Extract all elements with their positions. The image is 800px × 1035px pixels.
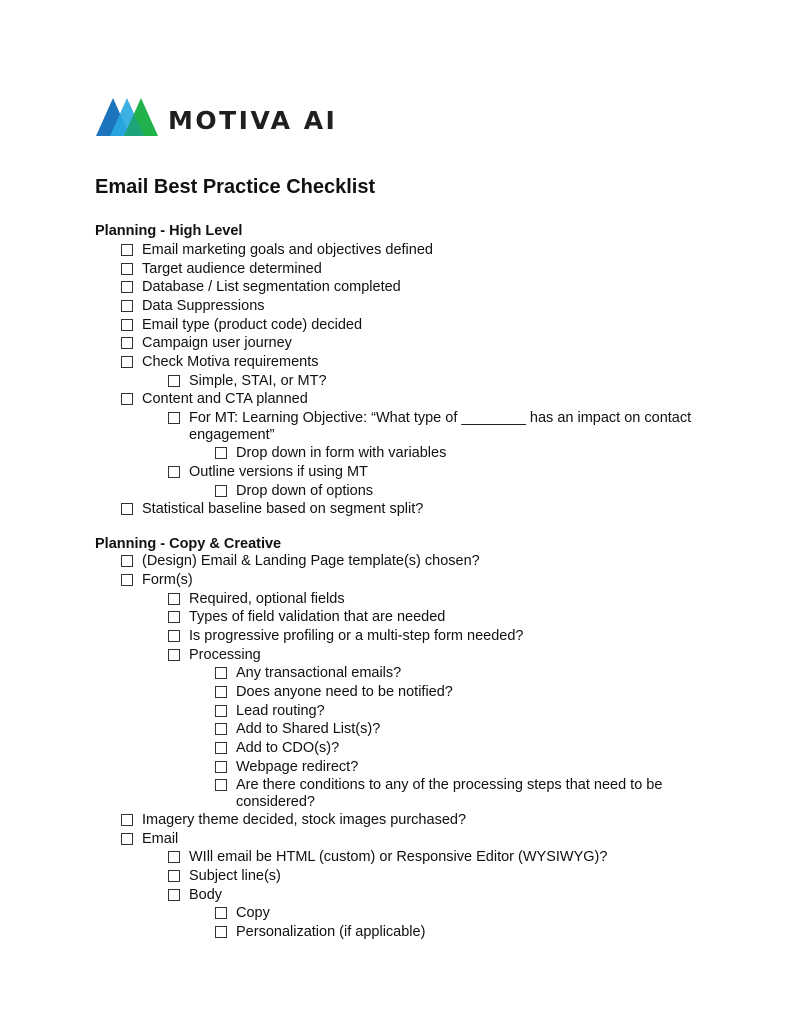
- checkbox[interactable]: [121, 503, 133, 515]
- checklist-item-label: WIll email be HTML (custom) or Responsive Editor (WYSIWYG)?: [189, 849, 608, 865]
- checkbox[interactable]: [215, 742, 227, 754]
- checklist-item-label: Statistical baseline based on segment split?: [142, 501, 424, 517]
- checkbox[interactable]: [215, 723, 227, 735]
- checklist-item-label: Required, optional fields: [189, 591, 345, 607]
- page-title: Email Best Practice Checklist: [95, 176, 376, 198]
- checklist-item: [168, 464, 368, 481]
- checklist-item-label: Imagery theme decided, stock images purchased?: [142, 812, 467, 828]
- logo-brand-text: MOTIVA AI: [168, 105, 338, 135]
- checklist-item-label: Processing: [189, 647, 261, 663]
- checkbox[interactable]: [215, 447, 227, 459]
- checkbox[interactable]: [168, 412, 180, 424]
- checklist-item: [215, 924, 425, 941]
- checkbox[interactable]: [215, 907, 227, 919]
- checklist-item: [215, 759, 358, 776]
- checklist-item: [121, 354, 319, 371]
- checkbox[interactable]: [121, 300, 133, 312]
- checkbox[interactable]: [215, 485, 227, 497]
- checklist-item-label: Campaign user journey: [142, 335, 292, 351]
- checklist-item: [168, 647, 261, 664]
- checklist-item-label: Outline versions if using MT: [189, 464, 368, 480]
- checklist-item-label: Subject line(s): [189, 868, 281, 884]
- checklist-item: [215, 905, 270, 922]
- checkbox[interactable]: [215, 926, 227, 938]
- checklist-item: [121, 572, 193, 589]
- checklist-item-label: Are there conditions to any of the processing steps that need to be considered?: [236, 777, 663, 810]
- checkbox[interactable]: [215, 667, 227, 679]
- checkbox[interactable]: [121, 319, 133, 331]
- checkbox[interactable]: [215, 705, 227, 717]
- checklist-item: [168, 410, 698, 444]
- checklist-item: [168, 849, 607, 866]
- checkbox[interactable]: [121, 574, 133, 586]
- checklist-item: [121, 242, 433, 259]
- checkbox[interactable]: [168, 649, 180, 661]
- section-heading-planning-high-level: Planning - High Level: [95, 223, 243, 239]
- checklist-item-label: Drop down in form with variables: [236, 445, 447, 461]
- checklist-item-label: Copy: [236, 905, 270, 921]
- checklist-item: [121, 831, 178, 848]
- checklist-item-label: For MT: Learning Objective: “What type of ________ has an impact on contact engagement”: [189, 410, 692, 443]
- checklist-item: [215, 777, 685, 811]
- motiva-mountain-logo-icon: [96, 96, 158, 138]
- checklist-item-label: Add to Shared List(s)?: [236, 721, 381, 737]
- checklist-item-label: Data Suppressions: [142, 298, 265, 314]
- checklist-item: [215, 721, 380, 738]
- motiva-ai-logo: [96, 96, 337, 138]
- checkbox[interactable]: [121, 555, 133, 567]
- checklist-item: [121, 391, 308, 408]
- checkbox[interactable]: [168, 851, 180, 863]
- checklist-item-label: Does anyone need to be notified?: [236, 684, 453, 700]
- checklist-item: [215, 703, 325, 720]
- checklist-item: [168, 868, 281, 885]
- checklist-item-label: Target audience determined: [142, 261, 322, 277]
- section-heading-planning-copy-creative: Planning - Copy & Creative: [95, 536, 282, 552]
- checklist-item-label: Email type (product code) decided: [142, 317, 363, 333]
- checkbox[interactable]: [168, 611, 180, 623]
- checklist-item-label: Simple, STAI, or MT?: [189, 373, 327, 389]
- checkbox[interactable]: [121, 356, 133, 368]
- checklist-item-label: Lead routing?: [236, 703, 325, 719]
- checkbox[interactable]: [215, 779, 227, 791]
- checklist-item-label: Is progressive profiling or a multi-step form needed?: [189, 628, 524, 644]
- checkbox[interactable]: [121, 281, 133, 293]
- checklist-item-label: Content and CTA planned: [142, 391, 308, 407]
- checkbox[interactable]: [168, 870, 180, 882]
- checkbox[interactable]: [168, 889, 180, 901]
- checklist-item: [168, 628, 523, 645]
- checkbox[interactable]: [168, 630, 180, 642]
- checklist-item: [168, 609, 445, 626]
- checklist-item: [121, 279, 401, 296]
- checkbox[interactable]: [121, 833, 133, 845]
- checklist-item-label: Email marketing goals and objectives defined: [142, 242, 433, 258]
- checklist-item-label: (Design) Email & Landing Page template(s) chosen?: [142, 553, 480, 569]
- checklist-item: [215, 665, 401, 682]
- checklist-item-label: Personalization (if applicable): [236, 924, 426, 940]
- checklist-item: [121, 501, 423, 518]
- checkbox[interactable]: [168, 593, 180, 605]
- checklist-item-label: Types of field validation that are needed: [189, 609, 446, 625]
- checkbox[interactable]: [121, 244, 133, 256]
- checklist-item: [121, 298, 265, 315]
- checklist-item-label: Form(s): [142, 572, 193, 588]
- checklist-item-label: Webpage redirect?: [236, 759, 359, 775]
- checkbox[interactable]: [121, 393, 133, 405]
- checklist-item-label: Database / List segmentation completed: [142, 279, 401, 295]
- checklist-item: [168, 591, 345, 608]
- checklist-item: [168, 887, 222, 904]
- checklist-item-label: Drop down of options: [236, 483, 374, 499]
- checklist-item: [121, 317, 362, 334]
- checklist-item: [215, 740, 339, 757]
- checklist-item: [215, 684, 453, 701]
- checklist-item-label: Email: [142, 831, 179, 847]
- checklist-item-label: Body: [189, 887, 223, 903]
- checkbox[interactable]: [121, 814, 133, 826]
- checklist-item: [168, 373, 327, 390]
- checkbox[interactable]: [168, 375, 180, 387]
- checkbox[interactable]: [168, 466, 180, 478]
- checklist-item-label: Add to CDO(s)?: [236, 740, 340, 756]
- checklist-item-label: Any transactional emails?: [236, 665, 402, 681]
- checkbox[interactable]: [121, 337, 133, 349]
- checkbox[interactable]: [215, 761, 227, 773]
- checklist-item-label: Check Motiva requirements: [142, 354, 319, 370]
- checklist-item: [121, 553, 480, 570]
- checklist-item: [215, 445, 446, 462]
- checkbox[interactable]: [215, 686, 227, 698]
- checklist-item: [121, 261, 322, 278]
- checklist-item: [215, 483, 373, 500]
- checklist-item: [121, 335, 292, 352]
- checkbox[interactable]: [121, 263, 133, 275]
- checklist-item: [121, 812, 466, 829]
